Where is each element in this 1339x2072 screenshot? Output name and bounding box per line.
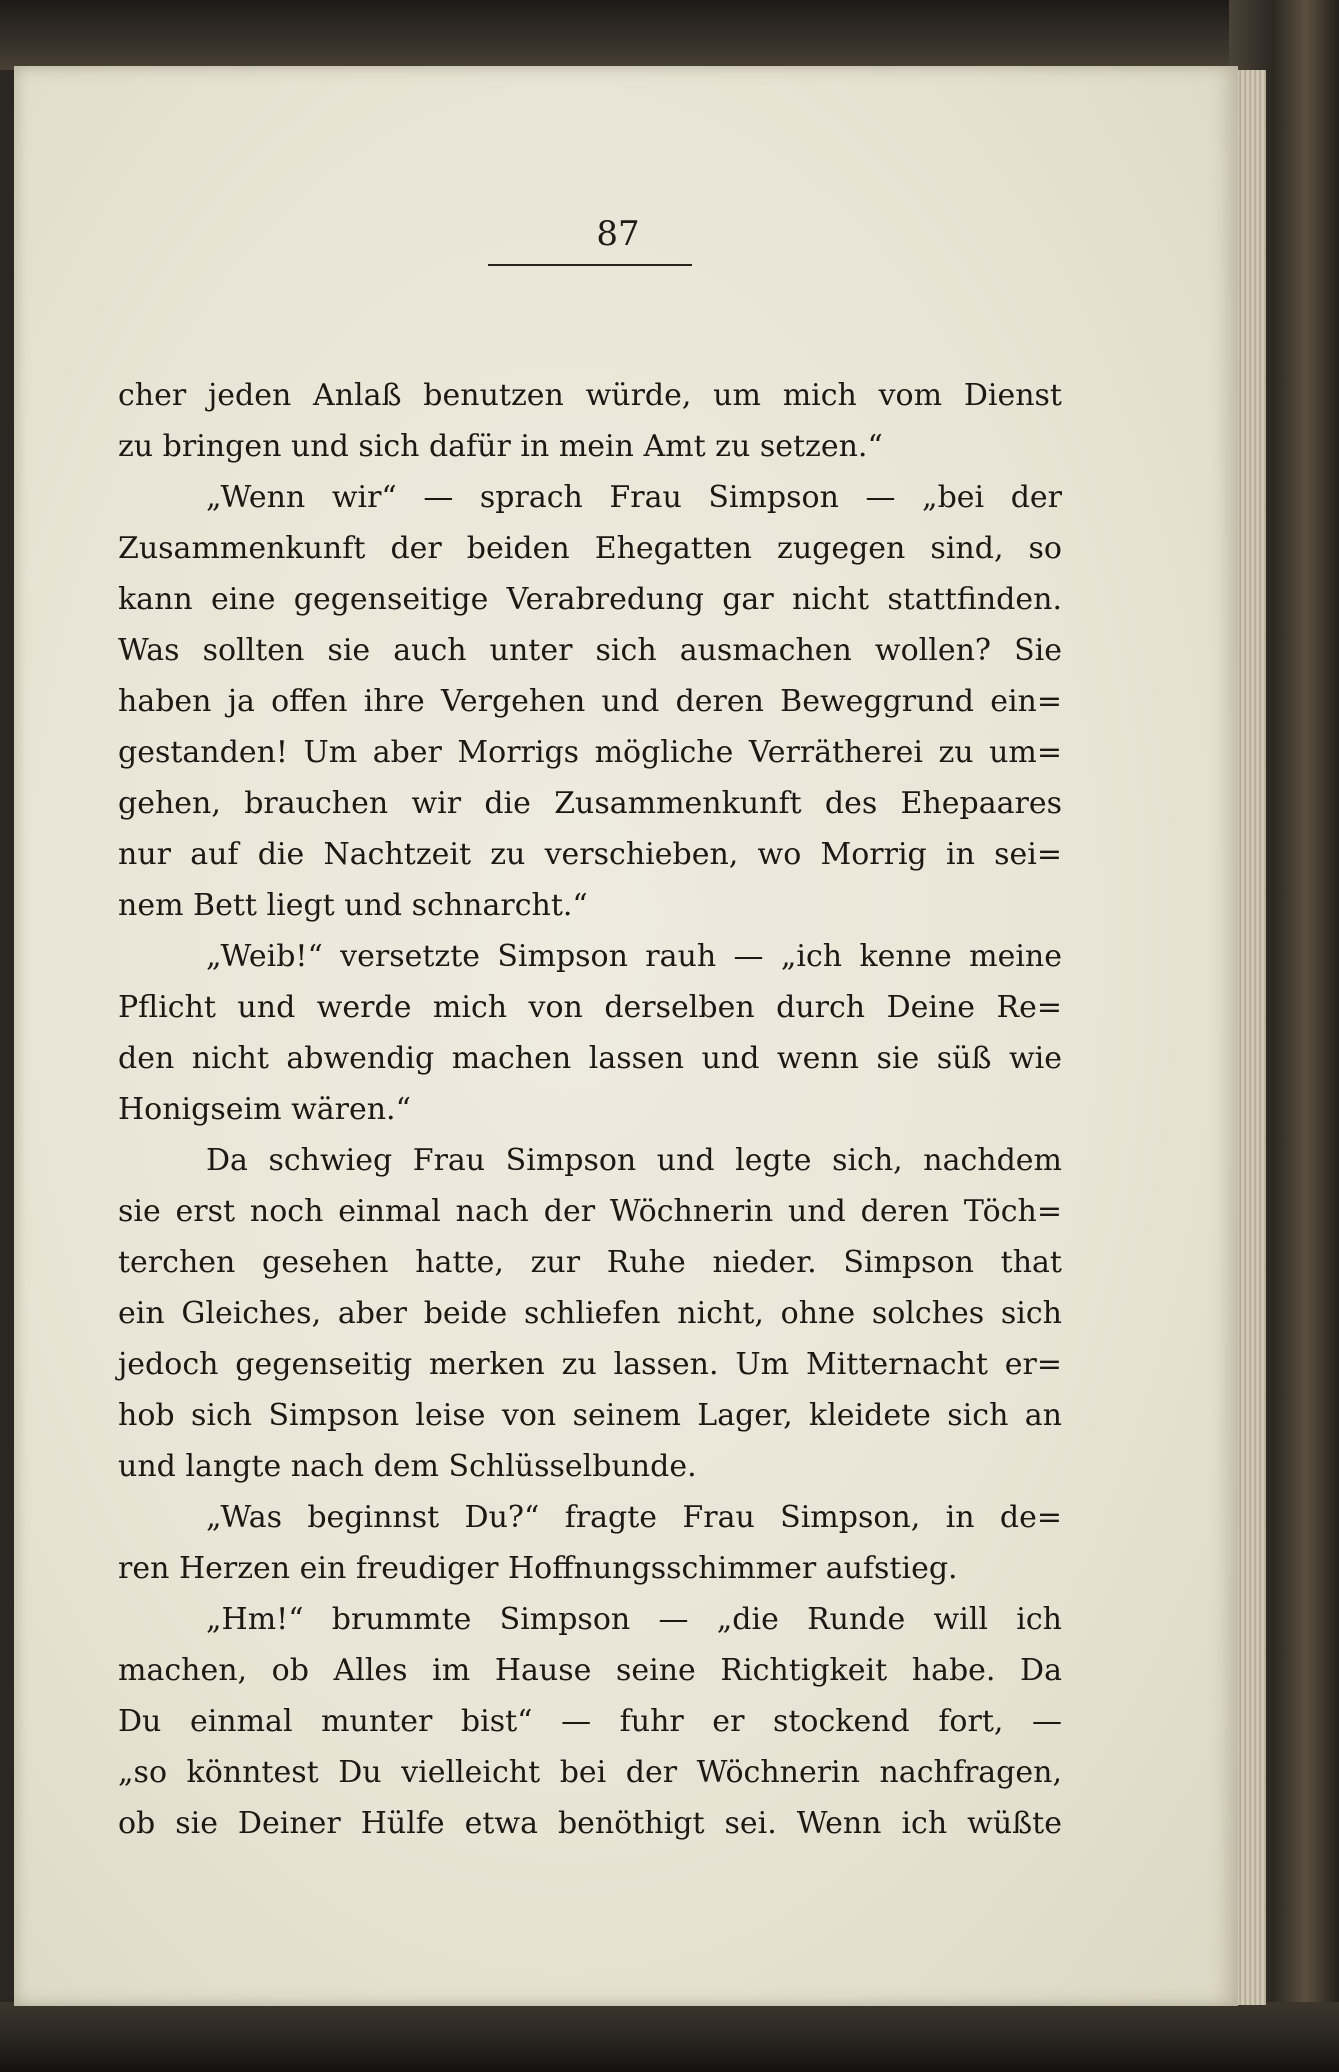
text-line: „Wenn wir“ — sprach Frau Simpson — „bei der [206, 480, 1062, 515]
text-line: hob sich Simpson leise von seinem Lager, kleidete sich an [118, 1398, 1062, 1433]
text-line: „Was beginnst Du?“ fragte Frau Simpson, in de= [206, 1500, 1062, 1535]
text-line: Du einmal munter bist“ — fuhr er stockend fort, — [118, 1704, 1062, 1739]
text-line: machen, ob Alles im Hause seine Richtigkeit habe. Da [118, 1653, 1062, 1688]
text-line: ein Gleiches, aber beide schliefen nicht, ohne solches sich [118, 1296, 1062, 1331]
book-cover-bottom [0, 2002, 1339, 2072]
book-page [14, 66, 1238, 2006]
text-line: Honigseim wären.“ [118, 1092, 411, 1127]
text-line: nur auf die Nachtzeit zu verschieben, wo Morrig in sei= [118, 837, 1062, 872]
text-line: und langte nach dem Schlüsselbunde. [118, 1449, 697, 1484]
text-line: sie erst noch einmal nach der Wöchnerin und deren Töch= [118, 1194, 1062, 1229]
text-line: haben ja offen ihre Vergehen und deren Beweggrund ein= [118, 684, 1062, 719]
text-line: ren Herzen ein freudiger Hoffnungsschimmer aufstieg. [118, 1551, 958, 1586]
header-rule [488, 264, 692, 266]
book-cover-top [0, 0, 1339, 70]
text-line: gehen, brauchen wir die Zusammenkunft des Ehepaares [118, 786, 1062, 821]
text-line: „Hm!“ brummte Simpson — „die Runde will ich [206, 1602, 1062, 1637]
text-line: „so könntest Du vielleicht bei der Wöchnerin nachfragen, [118, 1755, 1062, 1790]
text-line: nem Bett liegt und schnarcht.“ [118, 888, 588, 923]
text-line: gestanden! Um aber Morrigs mögliche Verrätherei zu um= [118, 735, 1062, 770]
text-line: Pflicht und werde mich von derselben durch Deine Re= [118, 990, 1062, 1025]
page-number: 87 [596, 214, 640, 254]
text-line: zu bringen und sich dafür in mein Amt zu setzen.“ [118, 429, 883, 464]
text-line: den nicht abwendig machen lassen und wenn sie süß wie [118, 1041, 1062, 1076]
body-text [118, 370, 1062, 1849]
text-line: ob sie Deiner Hülfe etwa benöthigt sei. Wenn ich wüßte [118, 1806, 1062, 1841]
text-line: Da schwieg Frau Simpson und legte sich, nachdem [206, 1143, 1062, 1178]
text-line: „Weib!“ versetzte Simpson rauh — „ich kenne meine [206, 939, 1062, 974]
text-line: jedoch gegenseitig merken zu lassen. Um Mitternacht er= [118, 1347, 1062, 1382]
text-line: Zusammenkunft der beiden Ehegatten zugegen sind, so [118, 531, 1062, 566]
text-line: terchen gesehen hatte, zur Ruhe nieder. Simpson that [118, 1245, 1062, 1280]
text-line: cher jeden Anlaß benutzen würde, um mich vom Dienst [118, 378, 1062, 413]
text-line: kann eine gegenseitige Verabredung gar nicht stattfinden. [118, 582, 1062, 617]
text-line: Was sollten sie auch unter sich ausmachen wollen? Sie [118, 633, 1062, 668]
